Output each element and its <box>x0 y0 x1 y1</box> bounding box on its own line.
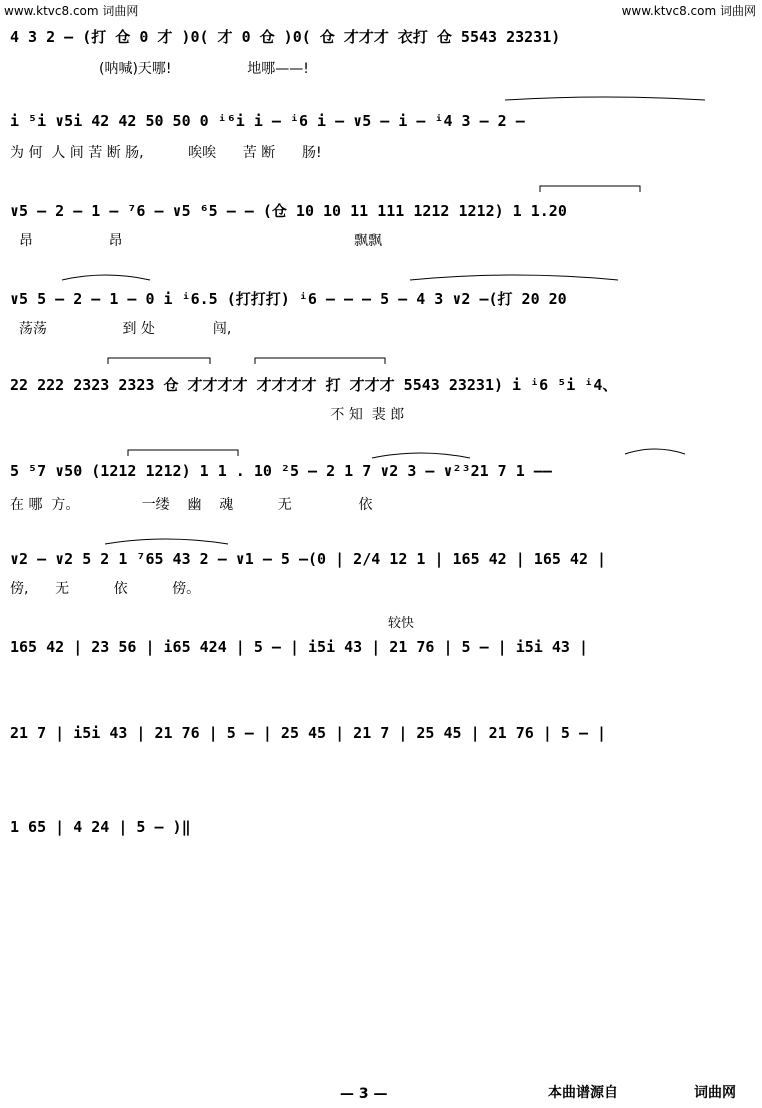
tempo-mark: 较快 <box>388 616 415 631</box>
lyrics-line-5: 不 知 裴 郎 <box>10 407 405 423</box>
notation-line-5: 22 222 2323 2323 仓 才才才才 才才才才 打 才才才 5543 23231) i ⁱ6 ⁵i ⁱ4、 <box>10 376 618 394</box>
lyrics-line-7: 傍, 无 依 傍。 <box>10 581 201 597</box>
lyrics-line-3: 昂 昂 飘飘 <box>10 233 382 249</box>
notation-line-3: ∨5 — 2 — 1 — ⁷6 — ∨5 ⁶5 — — (仓 10 10 11 111 1212 1212) 1 1.20 <box>10 202 567 220</box>
bracket-mark <box>108 358 210 364</box>
source-label: 本曲谱源自 <box>548 1085 618 1101</box>
bracket-mark <box>128 450 238 456</box>
watermark-right: www.ktvc8.com 词曲网 <box>621 4 756 18</box>
slur-mark <box>625 449 685 454</box>
slur-mark <box>105 539 228 544</box>
site-label: 词曲网 <box>694 1085 736 1101</box>
slur-mark <box>505 97 705 100</box>
bracket-mark <box>540 186 640 192</box>
slur-mark <box>62 275 150 280</box>
slur-mark <box>410 275 618 280</box>
lyrics-line-4: 荡荡 到 处 闯, <box>10 321 232 337</box>
notation-line-10: 1 65 | 4 24 | 5 — )‖ <box>10 818 191 836</box>
watermark-left: www.ktvc8.com 词曲网 <box>4 4 139 18</box>
bracket-mark <box>255 358 385 364</box>
notation-line-9: 21 7 | i5i 43 | 21 76 | 5 — | 25 45 | 21 7 | 25 45 | 21 76 | 5 — | <box>10 724 607 742</box>
page-number: — 3 — <box>340 1086 388 1102</box>
notation-line-8: 165 42 | 23 56 | i65 424 | 5 — | i5i 43 | 21 76 | 5 — | i5i 43 | <box>10 638 588 656</box>
notation-line-1: 4 3 2 — (打 仓 0 才 )0( 才 0 仓 )0( 仓 才才才 衣打 仓 5543 23231) <box>10 28 561 46</box>
lyrics-line-6: 在 哪 方。 一缕 幽 魂 无 依 <box>10 497 373 513</box>
lyrics-line-2: 为 何 人 间 苦 断 肠, 唉唉 苦 断 肠! <box>10 145 322 161</box>
notation-line-7: ∨2 — ∨2 5 2 1 ⁷65 43 2 — ∨1 — 5 —(0 | 2/4 12 1 | 165 42 | 165 42 | <box>10 550 607 568</box>
notation-line-2: i ⁵i ∨5i 42 42 50 50 0 ⁱ⁶i i — ⁱ6 i — ∨5 — i — ⁱ4 3 — 2 — <box>10 112 525 130</box>
notation-line-4: ∨5 5 — 2 — 1 — 0 i ⁱ6.5 (打打打) ⁱ6 — — — 5 — 4 3 ∨2 —(打 20 20 <box>10 290 567 308</box>
slur-mark <box>372 453 470 458</box>
notation-line-6: 5 ⁵7 ∨50 (1212 1212) 1 1 . 10 ²5 — 2 1 7 ∨2 3 — ∨²³21 7 1 —— <box>10 462 552 480</box>
lyrics-line-1: (呐喊)天哪! 地哪——! <box>10 61 309 77</box>
